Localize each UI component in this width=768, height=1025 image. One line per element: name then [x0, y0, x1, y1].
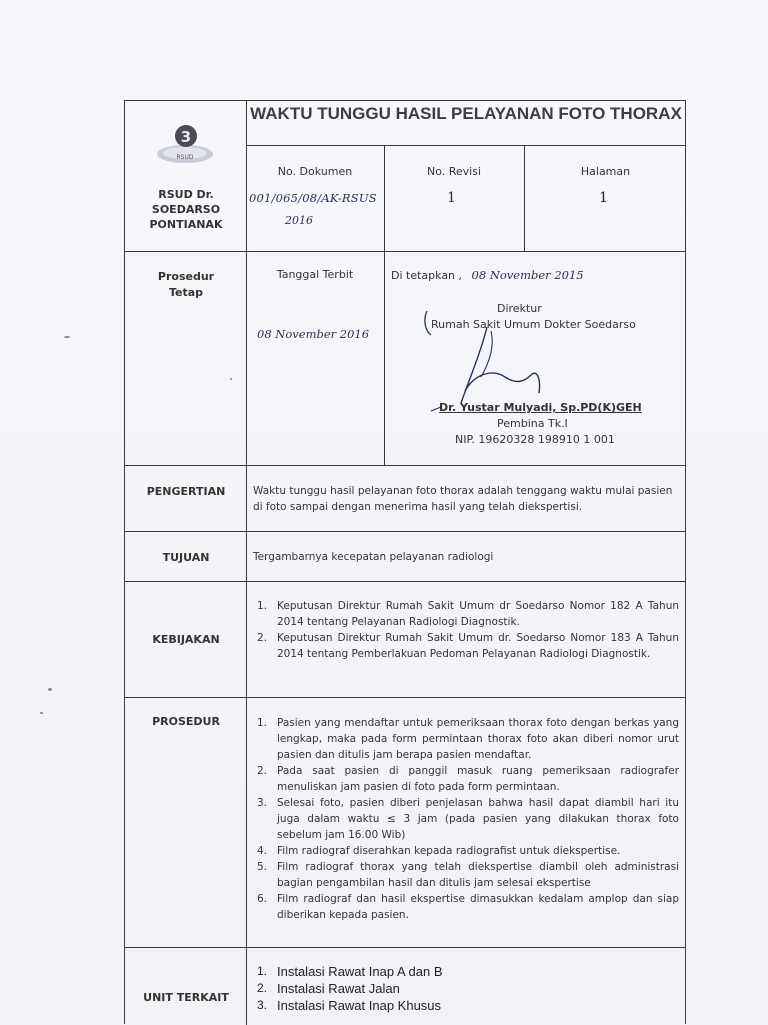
- scan-speck: [48, 688, 52, 691]
- director-title: Direktur: [497, 302, 542, 315]
- grid-line: [524, 145, 525, 251]
- institution-line: SOEDARSO: [151, 203, 221, 216]
- issue-date-value: 08 November 2016: [257, 327, 370, 341]
- pengertian-text: Waktu tunggu hasil pelayanan foto thorax adalah tenggang waktu mulai pasien di foto sampai dengan menerima hasil yang telah diekspertisi.: [253, 485, 673, 513]
- list-item: 5. Film radiograf thorax yang telah diekspertise diambil oleh administrasi bagian pengambilan hasil dan ditulis jam selesai ekspertise: [257, 861, 679, 889]
- hospital-logo-icon: [155, 121, 215, 165]
- scan-speck: [64, 336, 70, 338]
- list-item: 4. Film radiograf diserahkan kepada radiografist untuk diekspertise.: [257, 845, 621, 857]
- grid-line: [125, 947, 685, 948]
- unit-terkait-list: [253, 963, 679, 1014]
- list-item: 1. Pasien yang mendaftar untuk pemeriksaan thorax foto dengan berkas yang lengkap, maka pada form permintaan thorax foto akan diberi nomor urut pasien dan ditulis jam berapa pasien mendaftar.: [257, 717, 679, 761]
- list-item: 2. Pada saat pasien di panggil masuk ruang pemeriksaan radiografer menuliskan jam pasien di foto pada form permintaan.: [257, 765, 679, 793]
- institution-line: PONTIANAK: [149, 218, 223, 231]
- institution-name: [125, 187, 247, 232]
- grid-line: [125, 697, 685, 698]
- doc-number-value: 001/065/08/AK-RSUS: [249, 191, 377, 205]
- prosedur-tetap-label: Prosedur Tetap: [157, 270, 215, 299]
- unit-terkait-label: UNIT TERKAIT: [143, 991, 229, 1004]
- hospital-name: Rumah Sakit Umum Dokter Soedarso: [431, 318, 636, 331]
- prosedur-list: [253, 715, 679, 923]
- list-item: 1. Instalasi Rawat Inap A dan B: [257, 964, 443, 979]
- issue-date-label: Tanggal Terbit: [276, 268, 354, 281]
- grid-line: [125, 465, 685, 466]
- scan-speck: [40, 712, 43, 714]
- logo-text: RSUD: [176, 154, 194, 161]
- institution-line: RSUD Dr.: [158, 188, 214, 201]
- director-nip: NIP. 19620328 198910 1 001: [455, 433, 615, 446]
- grid-line: [125, 531, 685, 532]
- grid-line: [125, 251, 685, 252]
- doc-number-year: 2016: [285, 214, 313, 227]
- revision-label: No. Revisi: [426, 165, 482, 178]
- director-rank: Pembina Tk.I: [497, 417, 568, 430]
- set-date-value: 08 November 2015: [471, 268, 584, 282]
- tujuan-text: Tergambarnya kecepatan pelayanan radiologi: [253, 551, 494, 563]
- page-value: 1: [599, 190, 608, 206]
- prosedur-label: PROSEDUR: [152, 715, 220, 728]
- pengertian-label: PENGERTIAN: [146, 485, 226, 498]
- revision-value: 1: [447, 190, 456, 206]
- list-item: 3. Instalasi Rawat Inap Khusus: [257, 998, 442, 1013]
- list-item: 3. Selesai foto, pasien diberi penjelasan bahwa hasil dapat diambil hari itu juga dalam waktu ≤ 3 jam (pada pasien yang dilakukan thorax foto sebelum jam 16.00 Wib): [257, 797, 679, 841]
- page-label: Halaman: [580, 165, 631, 178]
- kebijakan-label: KEBIJAKAN: [152, 633, 220, 646]
- document-title: WAKTU TUNGGU HASIL PELAYANAN FOTO THORAX: [250, 104, 682, 123]
- list-item: 2. Instalasi Rawat Jalan: [257, 981, 400, 996]
- doc-number-label: No. Dokumen: [277, 165, 353, 178]
- svg-text:3: 3: [180, 128, 192, 146]
- grid-line: [384, 145, 385, 251]
- grid-line: [125, 581, 685, 582]
- procedure-document: [124, 100, 686, 1024]
- set-date-line: Di tetapkan , 08 November 2015: [391, 268, 584, 282]
- director-name: Dr. Yustar Mulyadi, Sp.PD(K)GEH: [439, 401, 642, 414]
- kebijakan-list: [253, 598, 679, 662]
- list-item: 1. Keputusan Direktur Rumah Sakit Umum dr Soedarso Nomor 182 A Tahun 2014 tentang Pelayanan Radiologi Diagnostik.: [257, 600, 679, 628]
- tujuan-label: TUJUAN: [162, 551, 210, 564]
- list-item: 6. Film radiograf dan hasil ekspertise dimasukkan kedalam amplop dan siap diberikan kepada pasien.: [257, 893, 679, 921]
- grid-line: [384, 251, 385, 465]
- list-item: 2. Keputusan Direktur Rumah Sakit Umum dr. Soedarso Nomor 183 A Tahun 2014 tentang Pemberlakuan Pedoman Pelayanan Radiologi Diagnostik.: [257, 632, 679, 660]
